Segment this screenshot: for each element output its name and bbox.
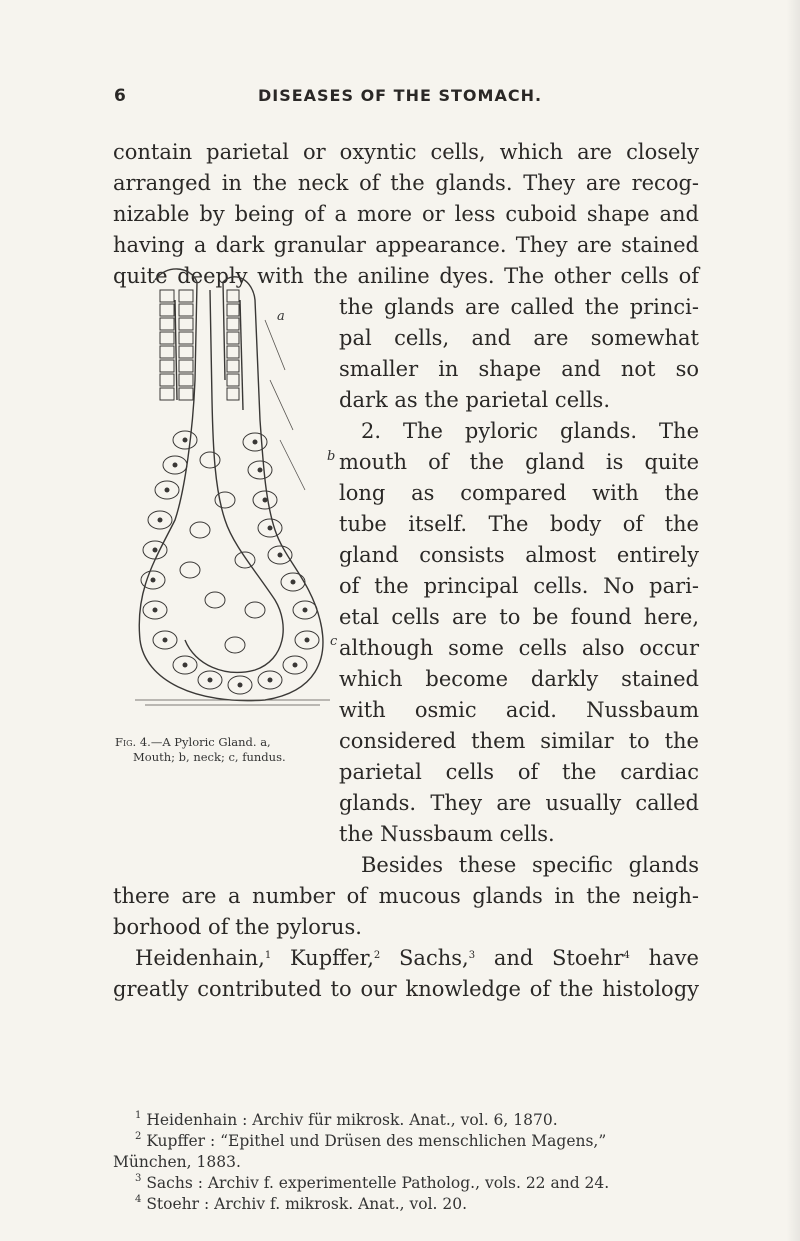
footnote-ref: 3 — [468, 950, 476, 961]
footnote-number: 1 — [135, 1110, 142, 1121]
body-line: contain parietal or oxyntic cells, which are closely — [113, 140, 699, 164]
footnote-ref: 1 — [264, 950, 272, 961]
pyloric-gland-figure — [115, 260, 340, 715]
caption-text: —A Pyloric Gland. a, — [150, 735, 271, 749]
body-line: gland consists almost entirely — [339, 543, 699, 567]
body-line: greatly contributed to our knowledge of the histology — [113, 977, 699, 1001]
body-line-citations — [113, 944, 699, 972]
footnote-ref: 2 — [373, 950, 381, 961]
pyloric-gland-illustration — [115, 260, 340, 715]
figure-caption — [115, 735, 345, 765]
footnote-number: 2 — [135, 1131, 142, 1142]
page-edge-shadow — [786, 0, 800, 1241]
footnote-text: Kupffer : “Epithel und Drüsen des menschlichen Magens,” — [146, 1132, 607, 1150]
body-line: the Nussbaum cells. — [339, 822, 555, 846]
footnote-text: Stoehr : Archiv f. mikrosk. Anat., vol. 20. — [146, 1195, 468, 1213]
figure-label-a: a — [277, 309, 285, 324]
body-line: the glands are called the princi- — [339, 295, 699, 319]
body-line: dark as the parietal cells. — [339, 388, 611, 412]
footnotes — [113, 1110, 699, 1215]
figure-label-c: c — [330, 634, 338, 649]
caption-text: Mouth; b, neck; c, fundus. — [133, 750, 286, 764]
footnote-number: 3 — [135, 1173, 142, 1184]
body-line: arranged in the neck of the glands. They are recog- — [113, 171, 699, 195]
body-line: pal cells, and are somewhat — [339, 326, 699, 350]
body-line: long as compared with the — [339, 481, 699, 505]
author-stoehr: and Stoehr — [493, 946, 624, 970]
body-line: which become darkly stained — [339, 667, 699, 691]
body-line: having a dark granular appearance. They are stained — [113, 233, 699, 257]
footnote-text: Heidenhain : Archiv für mikrosk. Anat., vol. 6, 1870. — [146, 1111, 558, 1129]
body-line: etal cells are to be found here, — [339, 605, 699, 629]
chapter-title: DISEASES OF THE STOMACH. — [257, 86, 543, 105]
author-kupffer: Kupffer, — [289, 946, 374, 970]
body-line: mouth of the gland is quite — [339, 450, 699, 474]
footnote — [113, 1173, 699, 1194]
footnote-number: 4 — [135, 1194, 142, 1205]
body-line: smaller in shape and not so — [339, 357, 699, 381]
running-head — [0, 86, 800, 110]
body-line: considered them similar to the — [339, 729, 699, 753]
body-line: borhood of the pylorus. — [113, 915, 362, 939]
body-line: nizable by being of a more or less cuboid shape and — [113, 202, 699, 226]
footnote — [113, 1131, 699, 1152]
footnote-continuation: München, 1883. — [113, 1153, 241, 1171]
body-line: parietal cells of the cardiac — [339, 760, 699, 784]
figure-number: Fig. 4. — [115, 735, 151, 749]
author-heidenhain: Heidenhain, — [135, 946, 265, 970]
body-line: there are a number of mucous glands in the neigh- — [113, 884, 699, 908]
footnote-text: Sachs : Archiv f. experimentelle Patholog., vols. 22 and 24. — [146, 1174, 610, 1192]
author-sachs: Sachs, — [399, 946, 469, 970]
body-line: with osmic acid. Nussbaum — [339, 698, 699, 722]
footnote-ref: 4 — [623, 950, 630, 961]
body-line: although some cells also occur — [339, 636, 699, 660]
footnote — [113, 1110, 699, 1131]
body-line: of the principal cells. No pari- — [339, 574, 699, 598]
page-number: 6 — [114, 86, 126, 106]
footnote — [113, 1194, 699, 1215]
body-line: 2. The pyloric glands. The — [361, 419, 699, 443]
body-line: Besides these specific glands — [361, 853, 699, 877]
body-line: tube itself. The body of the — [339, 512, 699, 536]
figure-label-b: b — [327, 449, 336, 464]
body-line: quite deeply with the aniline dyes. The other cells of — [113, 264, 699, 288]
body-line: glands. They are usually called — [339, 791, 699, 815]
body-text: have — [648, 946, 699, 970]
